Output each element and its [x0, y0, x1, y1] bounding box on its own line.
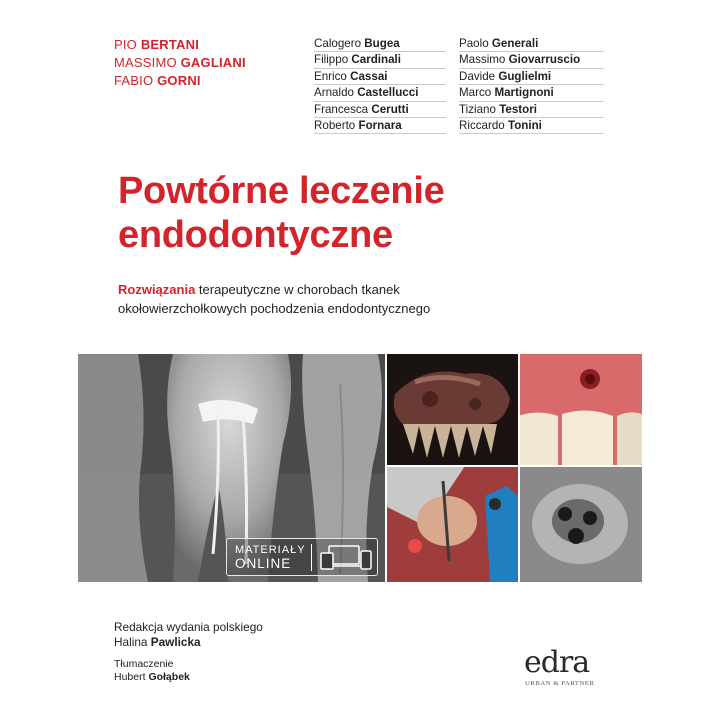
- online-badge-text: [235, 543, 306, 571]
- co-author-last: Generali: [491, 37, 539, 50]
- author-first-name: PIO: [114, 37, 137, 52]
- surgery-photo: [385, 466, 518, 582]
- microscope-photo: [518, 466, 642, 582]
- online-badge-line2: ONLINE: [235, 556, 292, 571]
- co-author-first: Paolo: [459, 37, 489, 50]
- co-author: [459, 85, 604, 101]
- co-author-first: Riccardo: [459, 118, 505, 132]
- co-author: [459, 52, 604, 68]
- image-divider: [385, 354, 387, 582]
- co-author-last: Guglielmi: [498, 69, 552, 83]
- co-author-last: Tonini: [507, 118, 542, 132]
- co-author-first: Davide: [459, 69, 496, 83]
- subtitle-highlight: Rozwiązania: [118, 282, 196, 297]
- author-first-name: MASSIMO: [114, 55, 177, 70]
- image-divider: [518, 354, 520, 582]
- online-materials-badge: [226, 538, 378, 576]
- co-author-last: Cassai: [350, 69, 388, 83]
- co-author: [459, 118, 604, 134]
- co-author-first: Marco: [459, 86, 492, 100]
- cbct-3d-image: [385, 354, 518, 466]
- co-author-last: Castellucci: [357, 86, 419, 100]
- translator-name: [114, 671, 190, 684]
- main-authors: [114, 36, 246, 90]
- translator-label: Tłumaczenie: [114, 658, 174, 670]
- co-author: [459, 102, 604, 118]
- co-author: [314, 52, 446, 68]
- co-author-last: Testori: [499, 102, 537, 116]
- co-author: [459, 36, 604, 52]
- book-subtitle: [118, 280, 558, 318]
- editorial-credit: [114, 620, 263, 650]
- co-authors-column-2: [459, 36, 604, 134]
- co-author-first: Filippo: [314, 53, 349, 67]
- title-line: Powtórne leczenie: [118, 170, 445, 212]
- co-author-first: Roberto: [314, 118, 356, 132]
- co-author: [314, 36, 446, 52]
- main-author: [114, 72, 246, 90]
- editor-last-name: Pawlicka: [150, 635, 201, 649]
- co-author-first: Massimo: [459, 53, 506, 67]
- co-author: [459, 69, 604, 85]
- co-author-last: Cardinali: [351, 53, 401, 67]
- co-author: [314, 69, 446, 85]
- image-divider: [385, 465, 642, 467]
- author-last-name: GAGLIANI: [180, 55, 246, 70]
- book-title: [118, 169, 444, 257]
- author-last-name: BERTANI: [140, 37, 200, 52]
- editorial-label: Redakcja wydania polskiego: [114, 620, 263, 634]
- main-author: [114, 36, 246, 54]
- co-author-last: Fornara: [358, 118, 402, 132]
- co-authors-column-1: [314, 36, 446, 134]
- publisher-wordmark: edra: [524, 645, 590, 680]
- co-author-last: Giovarruscio: [508, 53, 581, 67]
- co-author: [314, 85, 446, 101]
- main-author: [114, 54, 246, 72]
- translator-credit: [114, 658, 190, 684]
- co-author-last: Cerutti: [371, 102, 409, 116]
- translator-first-name: Hubert: [114, 671, 146, 683]
- subtitle-text: terapeutyczne w chorobach tkanek: [195, 282, 400, 297]
- translator-last-name: Gołąbek: [148, 671, 190, 683]
- co-author: [314, 102, 446, 118]
- co-author-first: Enrico: [314, 69, 347, 83]
- co-author-first: Francesca: [314, 102, 369, 116]
- publisher-logo: [524, 646, 604, 690]
- co-author-first: Calogero: [314, 37, 362, 50]
- title-line: endodontyczne: [118, 214, 393, 256]
- subtitle-line: okołowierzchołkowych pochodzenia endodontycznego: [118, 301, 431, 316]
- subtitle-line: [118, 280, 558, 299]
- devices-icon: [319, 545, 373, 576]
- co-author-last: Bugea: [364, 37, 400, 50]
- author-first-name: FABIO: [114, 73, 154, 88]
- editor-name: [114, 635, 263, 650]
- book-cover: [78, 22, 642, 698]
- online-badge-line1: MATERIAŁY: [235, 544, 306, 556]
- badge-separator: [311, 544, 312, 571]
- author-last-name: GORNI: [157, 73, 201, 88]
- co-author: [314, 118, 446, 134]
- co-author-first: Arnaldo: [314, 86, 354, 100]
- editor-first-name: Halina: [114, 635, 148, 649]
- co-author-last: Martignoni: [494, 86, 554, 100]
- co-author-first: Tiziano: [459, 102, 496, 116]
- publisher-tagline: URBAN & PARTNER: [525, 680, 595, 687]
- cover-image-band: [78, 354, 642, 582]
- xray-image: [78, 354, 385, 582]
- gingiva-photo: [518, 354, 642, 466]
